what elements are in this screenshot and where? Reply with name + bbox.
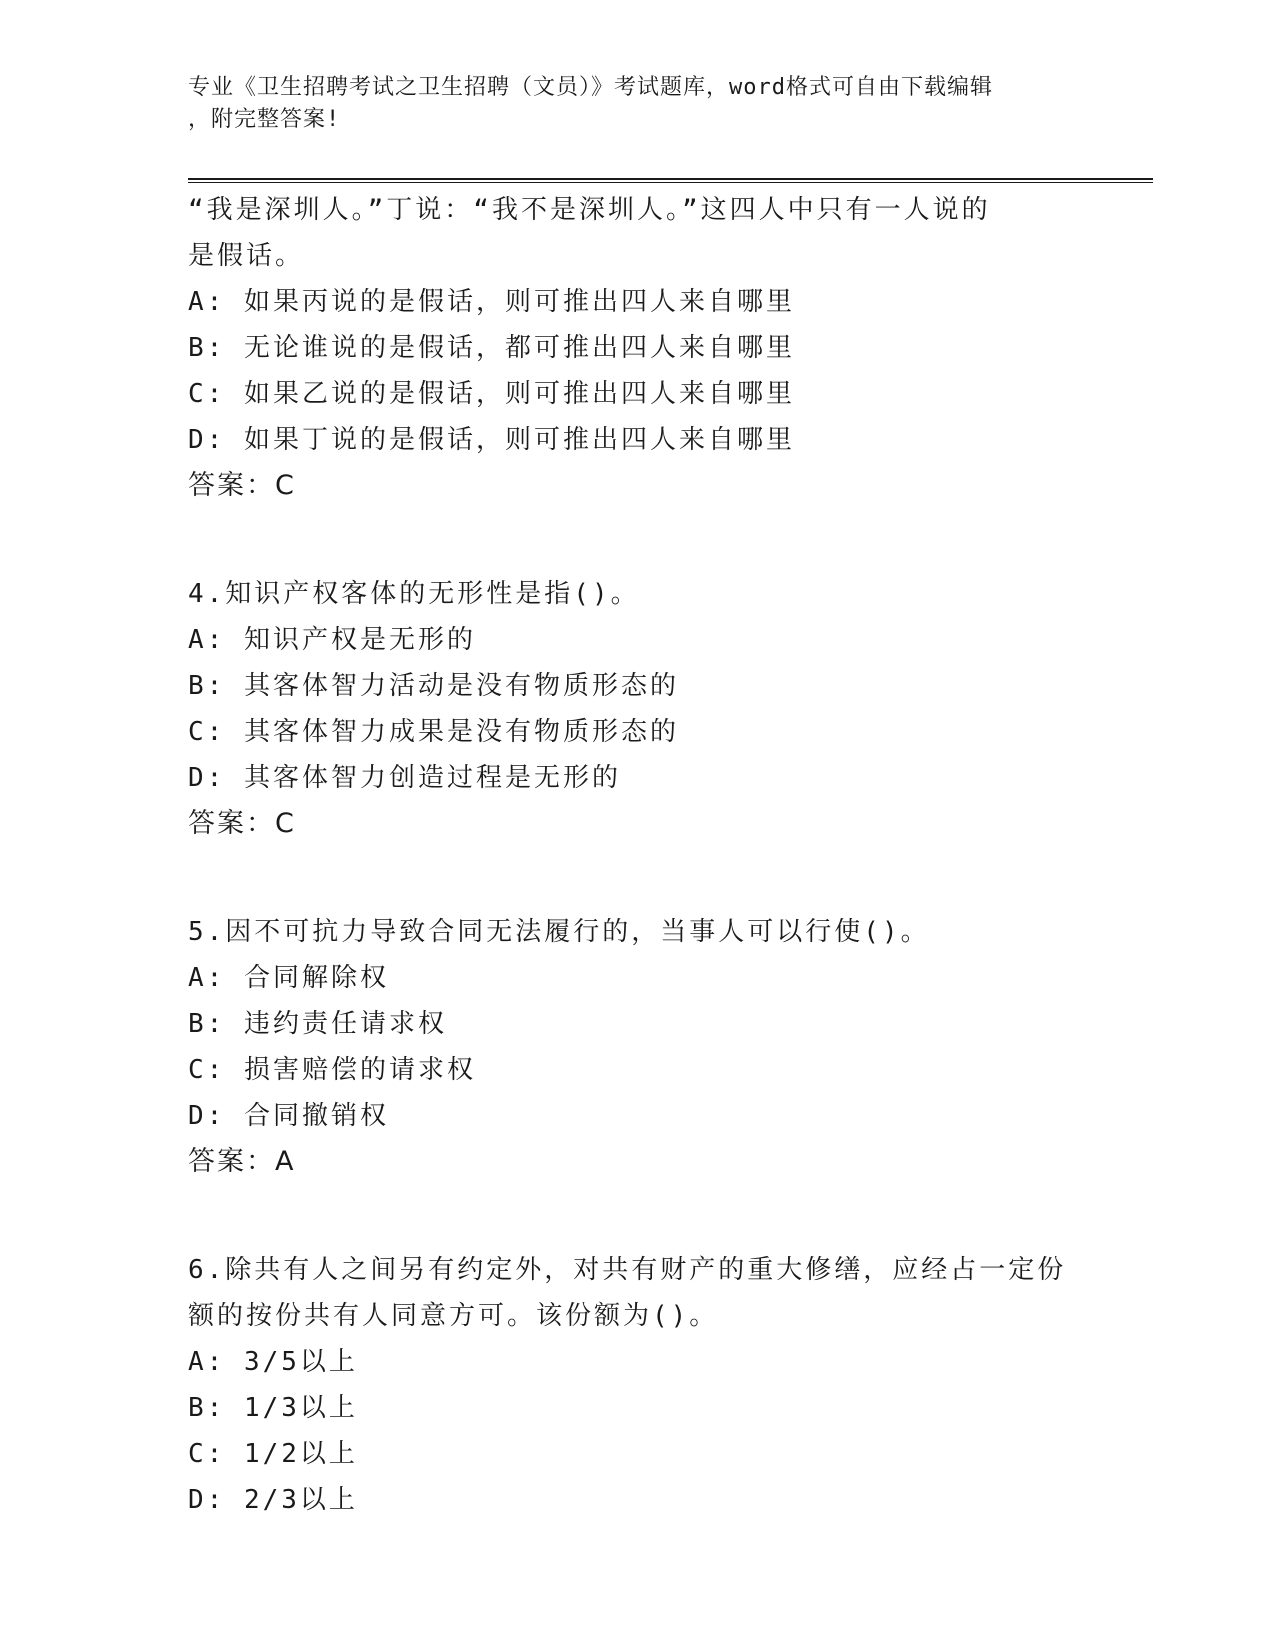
question-5-option-a: A: 合同解除权 <box>188 963 389 993</box>
question-6-option-b: B: 1/3以上 <box>188 1393 358 1423</box>
question-3-option-c: C: 如果乙说的是假话，则可推出四人来自哪里 <box>188 379 795 409</box>
question-6-text-line-1: 6.除共有人之间另有约定外，对共有财产的重大修缮，应经占一定份 <box>188 1255 1067 1285</box>
question-list <box>188 187 1067 1523</box>
question-6-option-a: A: 3/5以上 <box>188 1347 358 1377</box>
question-3-option-a: A: 如果丙说的是假话，则可推出四人来自哪里 <box>188 287 795 317</box>
question-6 <box>188 1247 1067 1523</box>
question-3-answer: 答案：C <box>188 470 296 501</box>
question-3-option-b: B: 无论谁说的是假话，都可推出四人来自哪里 <box>188 333 795 363</box>
question-3 <box>188 187 1058 509</box>
header-title-line-2: ，附完整答案! <box>188 107 341 132</box>
question-4-option-a: A: 知识产权是无形的 <box>188 625 476 655</box>
question-5-option-b: B: 违约责任请求权 <box>188 1009 447 1039</box>
question-5-option-c: C: 损害赔偿的请求权 <box>188 1055 476 1085</box>
question-3-text-line-2: 是假话。 <box>188 241 305 271</box>
header-title-line-1: 专业《卫生招聘考试之卫生招聘（文员）》考试题库，word格式可自由下载编辑 <box>188 75 993 100</box>
header-divider <box>188 178 1153 184</box>
document-header <box>188 72 1088 136</box>
question-4-option-b: B: 其客体智力活动是没有物质形态的 <box>188 671 679 701</box>
question-6-option-d: D: 2/3以上 <box>188 1485 358 1515</box>
question-4-option-d: D: 其客体智力创造过程是无形的 <box>188 763 621 793</box>
question-5-answer: 答案：A <box>188 1146 296 1177</box>
question-6-option-c: C: 1/2以上 <box>188 1439 358 1469</box>
question-3-text-line-1: “我是深圳人。”丁说：“我不是深圳人。”这四人中只有一人说的 <box>188 195 991 225</box>
question-5 <box>188 909 1058 1185</box>
question-4 <box>188 571 1058 847</box>
question-4-text: 4.知识产权客体的无形性是指()。 <box>188 579 640 609</box>
question-6-text-line-2: 额的按份共有人同意方可。该份额为()。 <box>188 1301 719 1331</box>
question-5-option-d: D: 合同撤销权 <box>188 1101 389 1131</box>
question-4-option-c: C: 其客体智力成果是没有物质形态的 <box>188 717 679 747</box>
question-5-text: 5.因不可抗力导致合同无法履行的，当事人可以行使()。 <box>188 917 930 947</box>
question-4-answer: 答案：C <box>188 808 296 839</box>
question-3-option-d: D: 如果丁说的是假话，则可推出四人来自哪里 <box>188 425 795 455</box>
